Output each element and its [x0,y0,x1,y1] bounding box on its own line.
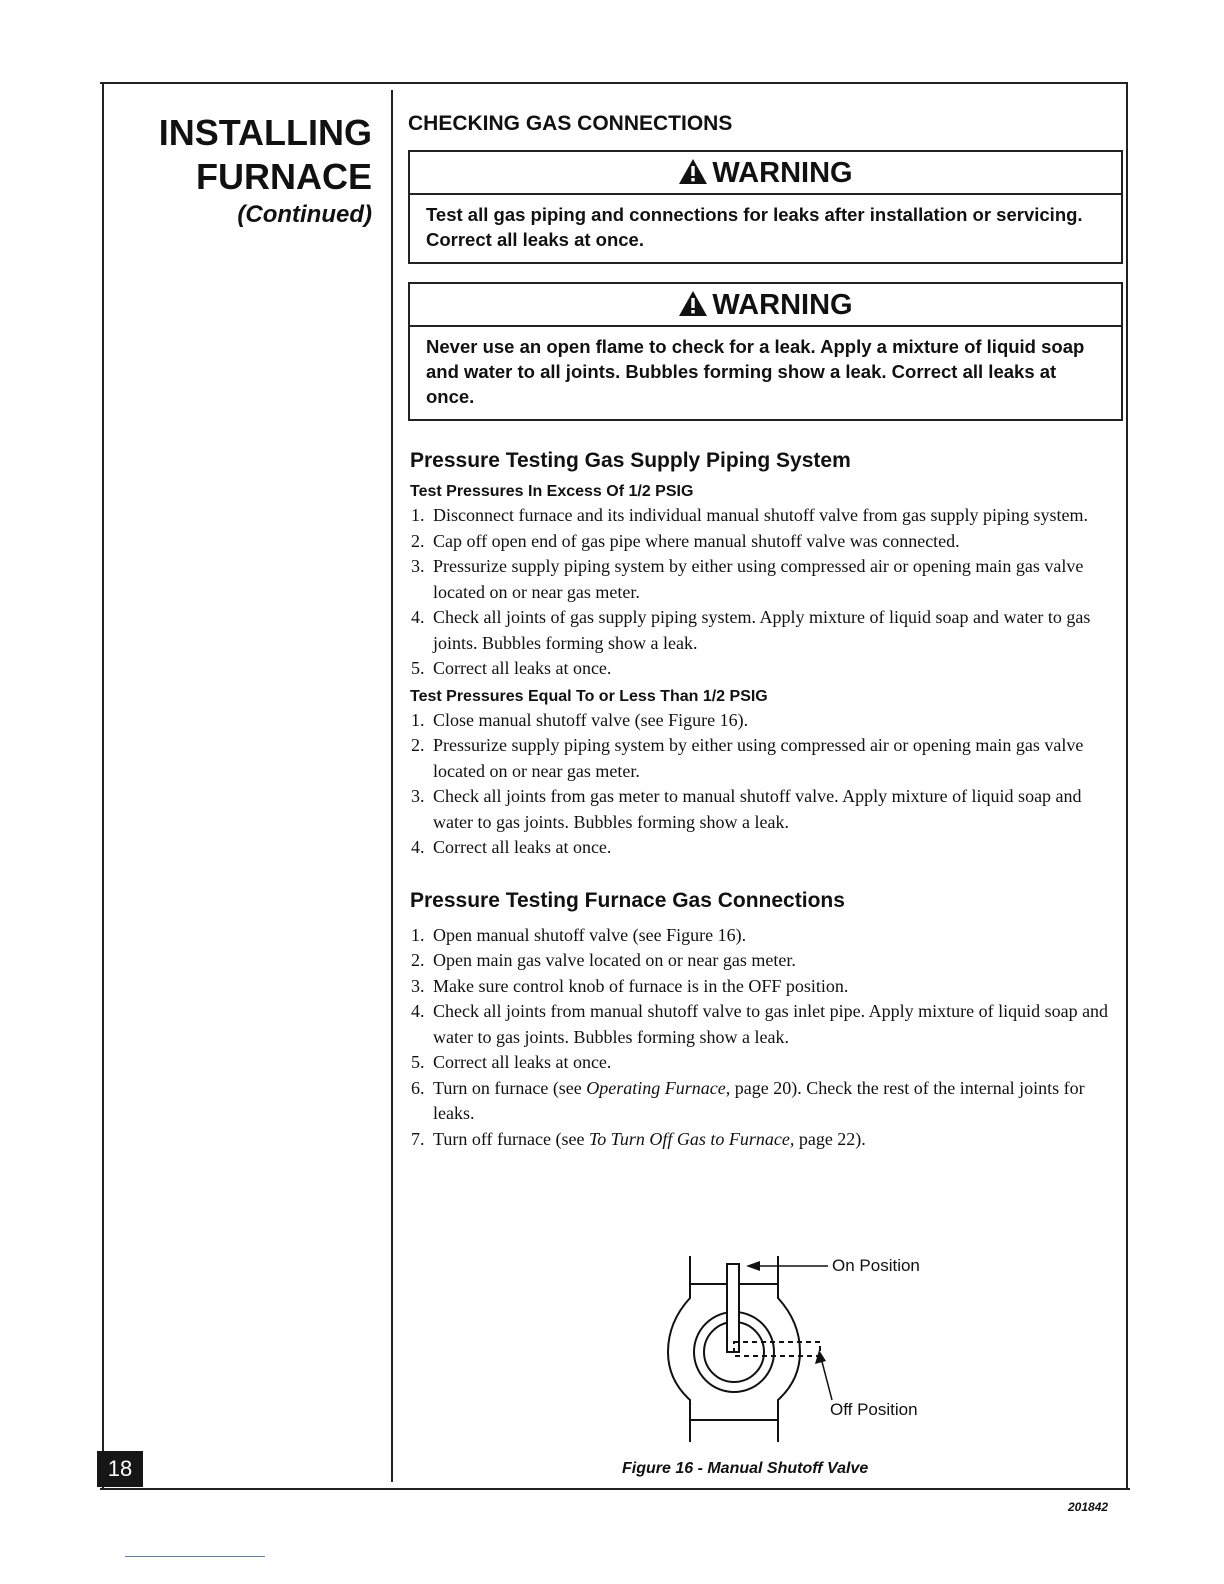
list-item: 3. Make sure control knob of furnace is in the OFF position. [411,975,849,996]
furnace-section-title: Pressure Testing Furnace Gas Connections [410,888,845,912]
list-item: 2. Cap off open end of gas pipe where manual shutoff valve was connected. [411,530,960,551]
off-position-label: Off Position [830,1400,918,1419]
document-number: 201842 [1068,1500,1109,1514]
list-item: 4. Check all joints from manual shutoff valve to gas inlet pipe. Apply mixture of liquid soap and water to gas joints. Bubbles forming show a leak. [411,1001,1109,1047]
title-installing: INSTALLING [158,112,372,153]
list-item: 7. Turn off furnace (see To Turn Off Gas to Furnace, page 22). [411,1128,866,1149]
list-item: 5. Correct all leaks at once. [411,658,612,678]
equal-title: Test Pressures Equal To or Less Than 1/2 PSIG [410,687,768,705]
warning-title-2 [410,284,1121,327]
equal-steps [408,708,1123,861]
list-item: 6. Turn on furnace (see Operating Furnace, page 20). Check the rest of the internal joints for leaks. [411,1077,1085,1123]
on-position-label: On Position [832,1256,920,1275]
main-content [408,112,1123,1152]
figure-caption: Figure 16 - Manual Shutoff Valve [622,1460,869,1477]
list-item: 1. Disconnect furnace and its individual manual shutoff valve from gas supply piping system. [411,505,1089,525]
furnace-steps [408,923,1123,1153]
title-furnace: FURNACE [196,156,372,197]
supply-section-title: Pressure Testing Gas Supply Piping System [410,449,851,472]
list-item: 2. Pressurize supply piping system by either using compressed air or opening main gas valve located on or near gas meter. [411,735,1084,781]
list-item: 4. Check all joints of gas supply piping system. Apply mixture of liquid soap and water to gas joints. Bubbles forming show a leak. [411,607,1091,653]
page-frame-right [1126,82,1128,1490]
page-frame-left [102,82,104,1490]
excess-steps [408,503,1123,682]
shutoff-valve-diagram [660,1250,980,1450]
warning-title-text-1: WARNING [712,157,853,189]
column-divider [391,90,393,1482]
warning-box-2 [408,282,1123,421]
list-item: 5. Correct all leaks at once. [411,1052,612,1072]
main-heading: CHECKING GAS CONNECTIONS [408,112,733,135]
list-item: 3. Check all joints from gas meter to manual shutoff valve. Apply mixture of liquid soap and water to gas joints. Bubbles forming show a leak. [411,786,1082,832]
page-frame-bottom [100,1488,1130,1490]
list-item: 4. Correct all leaks at once. [411,837,612,857]
title-continued: (Continued) [237,201,372,228]
bottom-rule [125,1556,265,1557]
warning-box-1 [408,150,1123,264]
warning-triangle-icon [678,158,708,185]
excess-title: Test Pressures In Excess Of 1/2 PSIG [410,483,694,500]
warning-triangle-icon [678,290,708,317]
list-item: 1. Close manual shutoff valve (see Figure 16). [411,709,749,730]
list-item: 1. Open manual shutoff valve (see Figure 16). [411,924,747,945]
list-item: 2. Open main gas valve located on or near gas meter. [411,950,796,970]
warning-text-1: Test all gas piping and connections for leaks after installation or servicing. Correct all leaks at once. [426,204,1083,250]
section-title [159,110,372,232]
warning-text-2: Never use an open flame to check for a leak. Apply a mixture of liquid soap and water to all joints. Bubbles forming show a leak. Correct all leaks at once. [426,336,1085,407]
shutoff-valve-figure [660,1250,980,1450]
page-number: 18 [97,1451,143,1487]
page-frame-top [100,82,1128,84]
list-item: 3. Pressurize supply piping system by either using compressed air or opening main gas valve located on or near gas meter. [411,556,1084,602]
warning-title-text-2: WARNING [712,289,853,321]
warning-title-1 [410,152,1121,195]
